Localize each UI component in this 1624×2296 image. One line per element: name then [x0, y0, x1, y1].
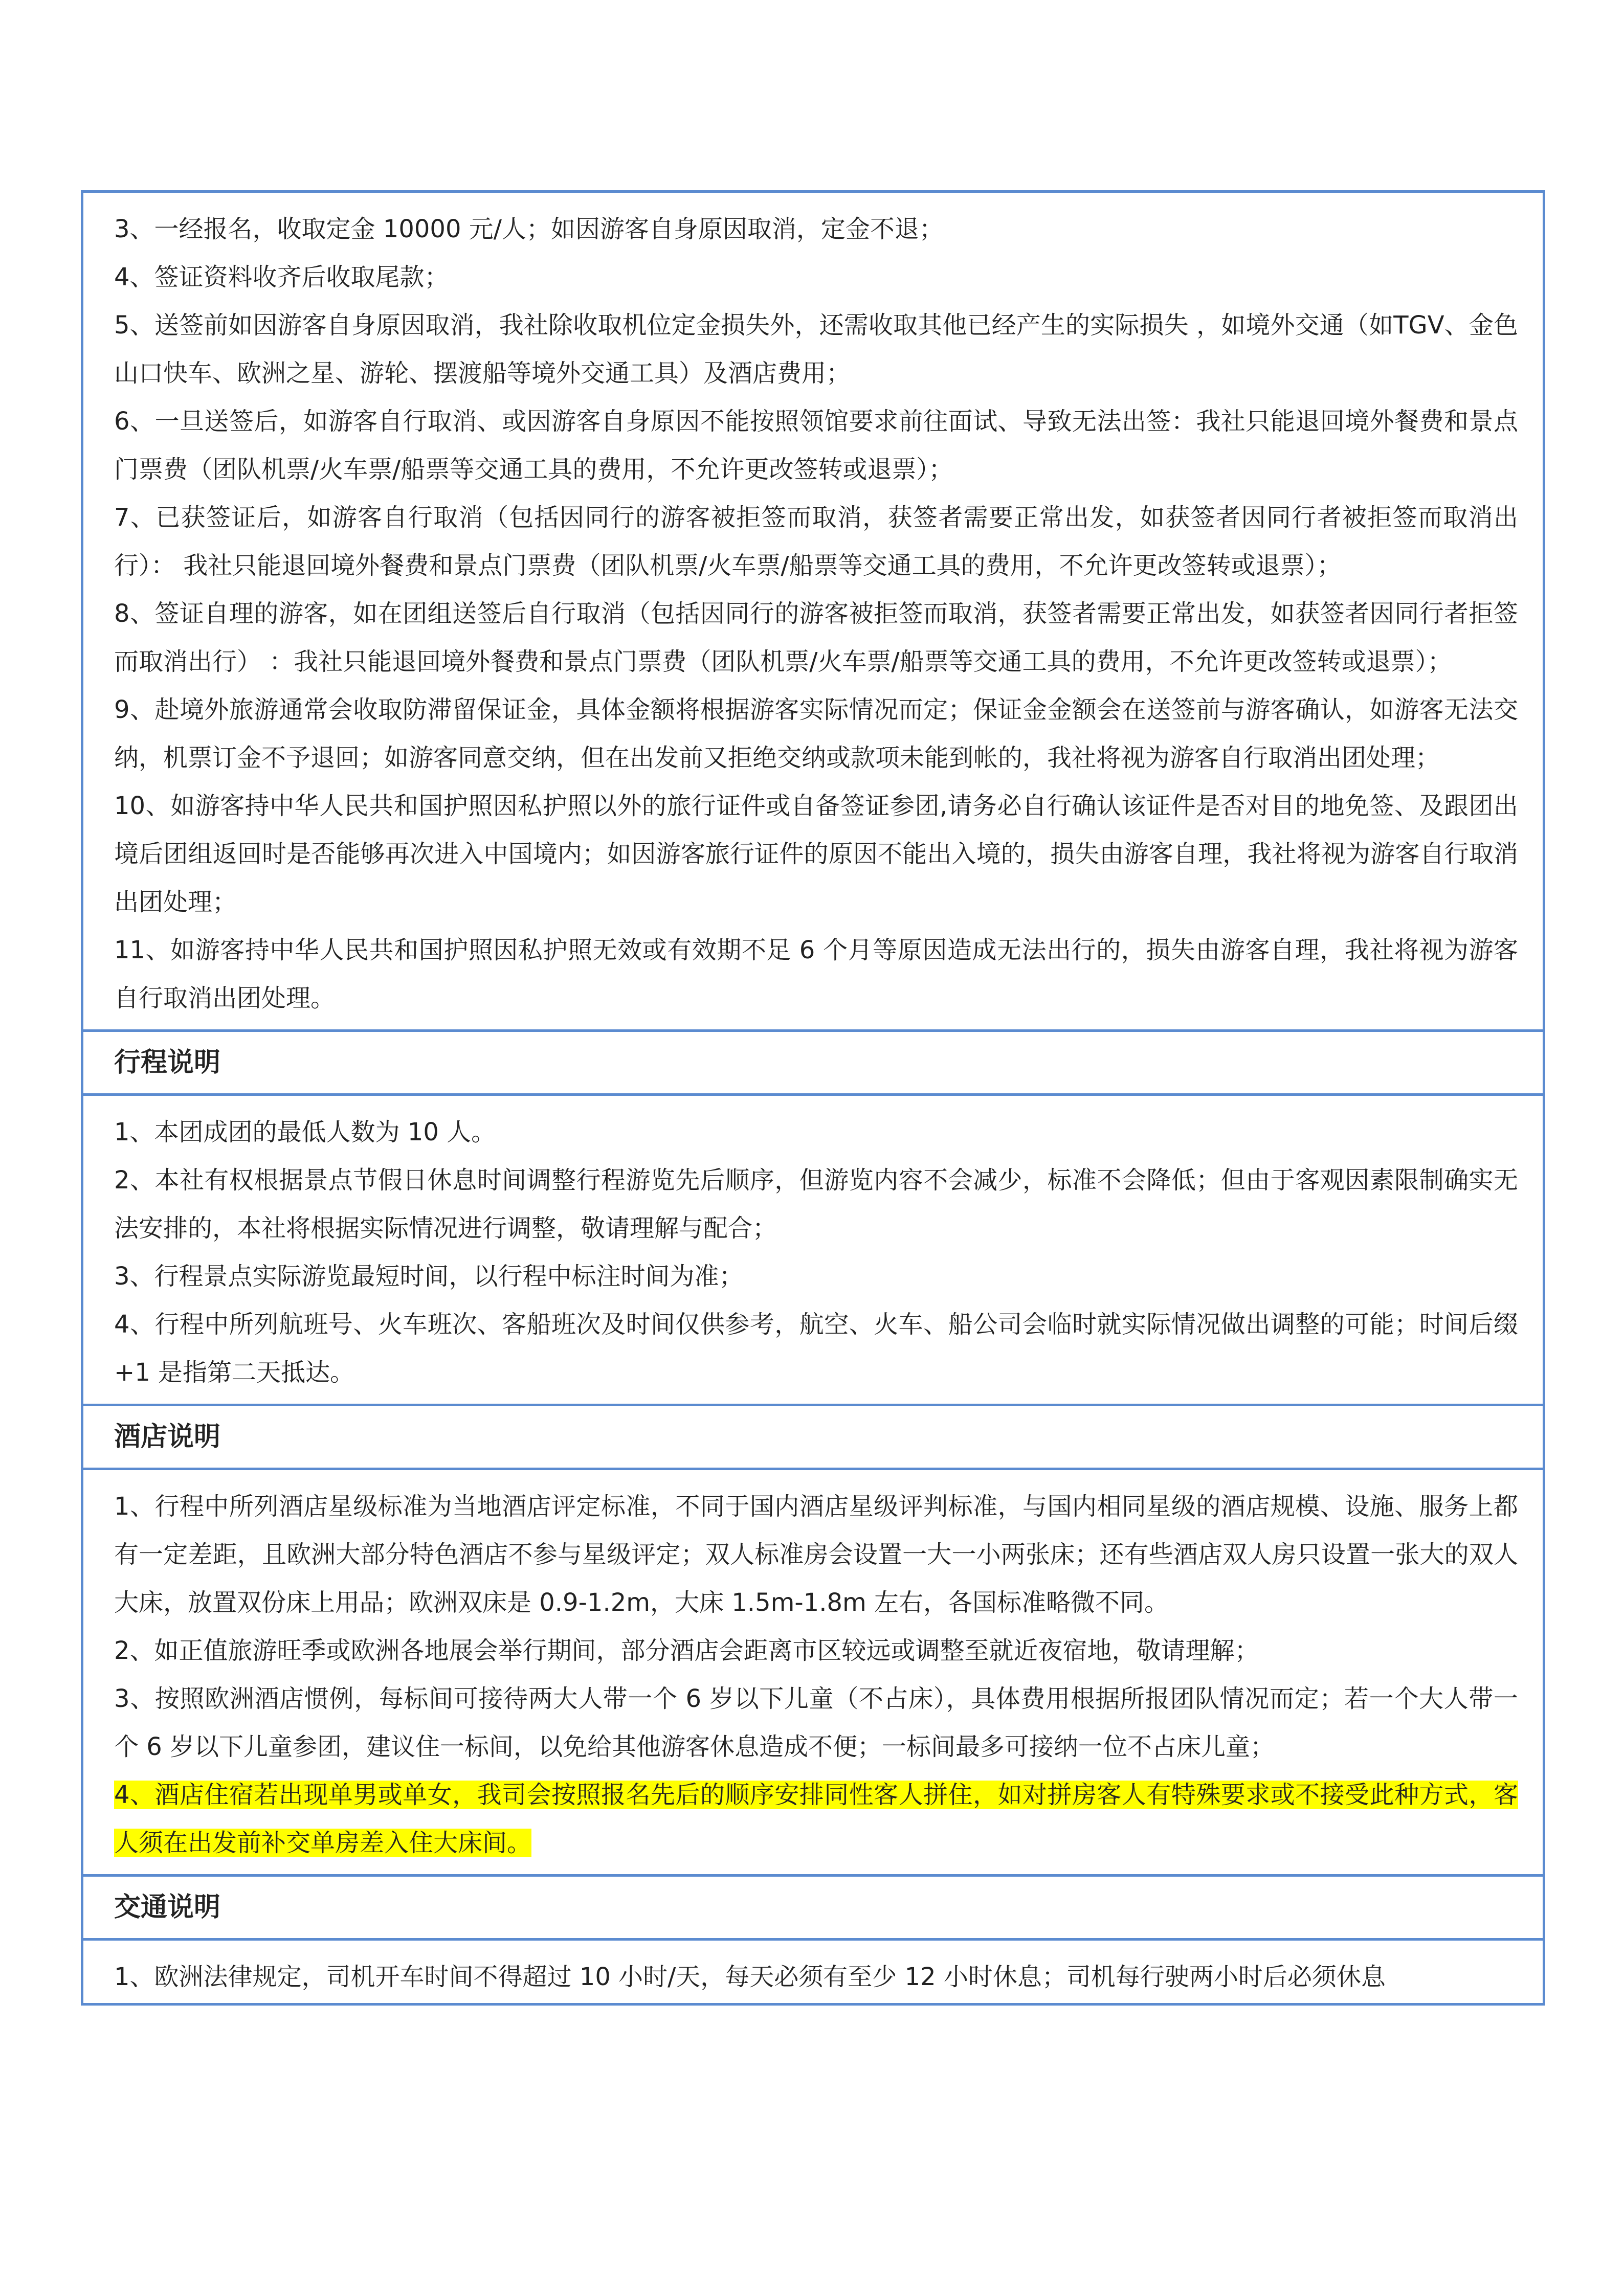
hotel-item-highlighted [114, 1771, 1518, 1867]
terms-table [81, 190, 1545, 2006]
cancellation-item: 8、签证自理的游客，如在团组送签后自行取消（包括因同行的游客被拒签而取消，获签者需要正常出发，如获签者因同行者拒签而取消出行） ：我社只能退回境外餐费和景点门票费（团队机票/火车票/船票等交通工具的费用，不允许更改签转或退票）； [114, 599, 1518, 676]
cancellation-item: 6、一旦送签后，如游客自行取消、或因游客自身原因不能按照领馆要求前往面试、导致无法出签：我社只能退回境外餐费和景点门票费（团队机票/火车票/船票等交通工具的费用，不允许更改签转或退票）； [114, 407, 1518, 484]
transport-cell [82, 1940, 1544, 2005]
hotel-cell [82, 1469, 1544, 1876]
cancellation-item: 11、如游客持中华人民共和国护照因私护照无效或有效期不足 6 个月等原因造成无法出行的，损失由游客自理，我社将视为游客自行取消出团处理。 [114, 936, 1518, 1012]
highlighted-text: 4、酒店住宿若出现单男或单女，我司会按照报名先后的顺序安排同性客人拼住，如对拼房客人有特殊要求或不接受此种方式，客人须在出发前补交单房差入住大床间。 [114, 1781, 1518, 1857]
cancellation-item: 10、如游客持中华人民共和国护照因私护照以外的旅行证件或自备签证参团,请务必自行确认该证件是否对目的地免签、及跟团出境后团组返回时是否能够再次进入中国境内；如因游客旅行证件的原因不能出入境的，损失由游客自理，我社将视为游客自行取消出团处理； [114, 792, 1518, 916]
itinerary-item: 3、行程景点实际游览最短时间，以行程中标注时间为准； [114, 1262, 744, 1291]
transport-header-row [82, 1876, 1544, 1940]
hotel-item: 2、如正值旅游旺季或欧洲各地展会举行期间，部分酒店会距离市区较远或调整至就近夜宿地，敬请理解； [114, 1636, 1259, 1665]
hotel-row [82, 1469, 1544, 1876]
hotel-item: 1、行程中所列酒店星级标准为当地酒店评定标准，不同于国内酒店星级评判标准，与国内相同星级的酒店规模、设施、服务上都有一定差距，且欧洲大部分特色酒店不参与星级评定；双人标准房会设置一大一小两张床；还有些酒店双人房只设置一张大的双人大床，放置双份床上用品；欧洲双床是 0.9-1.2m，大床 1.5m-1.8m 左右，各国标准略微不同。 [114, 1492, 1518, 1617]
section-title-hotel: 酒店说明 [82, 1405, 1544, 1469]
cancellation-item: 3、一经报名，收取定金 10000 元/人；如因游客自身原因取消，定金不退； [114, 215, 944, 243]
transport-item: 1、欧洲法律规定，司机开车时间不得超过 10 小时/天，每天必须有至少 12 小时休息；司机每行驶两小时后必须休息 [114, 1963, 1386, 1991]
cancellation-row [82, 192, 1544, 1031]
itinerary-item: 2、本社有权根据景点节假日休息时间调整行程游览先后顺序，但游览内容不会减少，标准不会降低；但由于客观因素限制确实无法安排的，本社将根据实际情况进行调整，敬请理解与配合； [114, 1166, 1518, 1243]
section-title-itinerary: 行程说明 [82, 1031, 1544, 1095]
itinerary-header-row [82, 1031, 1544, 1095]
transport-row [82, 1940, 1544, 2005]
itinerary-item: 4、行程中所列航班号、火车班次、客船班次及时间仅供参考，航空、火车、船公司会临时就实际情况做出调整的可能；时间后缀+1 是指第二天抵达。 [114, 1310, 1518, 1387]
cancellation-cell [82, 192, 1544, 1031]
cancellation-item: 4、签证资料收齐后收取尾款； [114, 263, 449, 291]
cancellation-item: 5、送签前如因游客自身原因取消，我社除收取机位定金损失外，还需收取其他已经产生的实际损失 ，如境外交通（如TGV、金色山口快车、欧洲之星、游轮、摆渡船等境外交通工具）及酒店费用； [114, 311, 1518, 388]
itinerary-row [82, 1095, 1544, 1405]
hotel-item: 3、按照欧洲酒店惯例，每标间可接待两大人带一个 6 岁以下儿童（不占床），具体费用根据所报团队情况而定；若一个大人带一个 6 岁以下儿童参团，建议住一标间，以免给其他游客休息造成不便；一标间最多可接纳一位不占床儿童； [114, 1684, 1518, 1761]
cancellation-item: 7、已获签证后，如游客自行取消（包括因同行的游客被拒签而取消，获签者需要正常出发，如获签者因同行者被拒签而取消出行）： 我社只能退回境外餐费和景点门票费（团队机票/火车票/船票等交通工具的费用，不允许更改签转或退票）； [114, 503, 1518, 580]
itinerary-cell [82, 1095, 1544, 1405]
hotel-header-row [82, 1405, 1544, 1469]
itinerary-item: 1、本团成团的最低人数为 10 人。 [114, 1118, 496, 1146]
cancellation-item: 9、赴境外旅游通常会收取防滞留保证金，具体金额将根据游客实际情况而定；保证金金额会在送签前与游客确认，如游客无法交纳，机票订金不予退回；如游客同意交纳，但在出发前又拒绝交纳或款项未能到帐的，我社将视为游客自行取消出团处理； [114, 695, 1518, 772]
section-title-transport: 交通说明 [82, 1876, 1544, 1940]
